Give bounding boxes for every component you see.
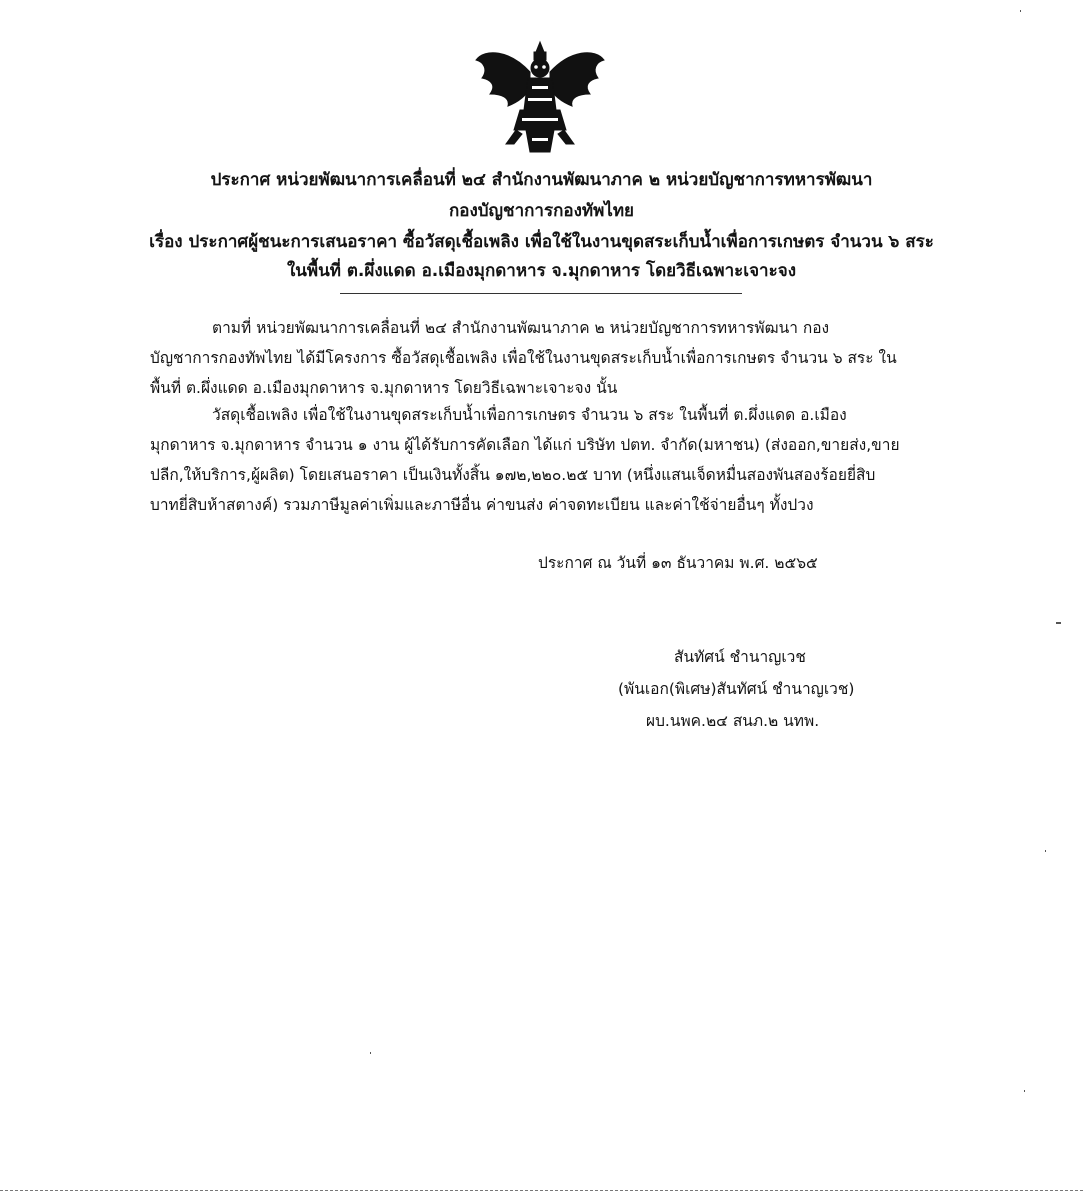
heading-line-1: ประกาศ หน่วยพัฒนาการเคลื่อนที่ ๒๔ สำนักงานพัฒนาภาค ๒ หน่วยบัญชาการทหารพัฒนา xyxy=(210,170,873,190)
body-paragraph-2-line-1: วัสดุเชื้อเพลิง เพื่อใช้ในงานขุดสระเก็บน้ำเพื่อการเกษตร จำนวน ๖ สระ ในพื้นที่ ต.ผึ่งแดด อ.เมือง xyxy=(212,406,847,424)
signature-name: สันทัศน์ ชำนาญเวช xyxy=(674,648,806,666)
scan-speck xyxy=(1056,622,1061,624)
garuda-emblem-icon xyxy=(470,40,610,155)
scan-speck xyxy=(370,1052,371,1054)
heading-subject-line-2: ในพื้นที่ ต.ผึ่งแดด อ.เมืองมุกดาหาร จ.มุกดาหาร โดยวิธีเฉพาะเจาะจง xyxy=(286,261,796,281)
body-paragraph-1-line-2: บัญชาการกองทัพไทย ได้มีโครงการ ซื้อวัสดุเชื้อเพลิง เพื่อใช้ในงานขุดสระเก็บน้ำเพื่อการเกษตร จำนวน ๖ สระ ใน xyxy=(150,349,897,367)
heading-divider xyxy=(340,293,742,294)
signature-full-name: (พันเอก(พิเศษ)สันทัศน์ ชำนาญเวช) xyxy=(618,680,855,698)
scan-bottom-edge xyxy=(0,1190,1083,1191)
scan-speck xyxy=(1020,10,1021,12)
heading-subject-line-1: เรื่อง ประกาศผู้ชนะการเสนอราคา ซื้อวัสดุเชื้อเพลิง เพื่อใช้ในงานขุดสระเก็บน้ำเพื่อการเกษตร จำนวน ๖ สระ xyxy=(149,232,934,252)
body-paragraph-1-line-3: พื้นที่ ต.ผึ่งแดด อ.เมืองมุกดาหาร จ.มุกดาหาร โดยวิธีเฉพาะเจาะจง นั้น xyxy=(150,379,618,397)
body-paragraph-2-line-4: บาทยี่สิบห้าสตางค์) รวมภาษีมูลค่าเพิ่มและภาษีอื่น ค่าขนส่ง ค่าจดทะเบียน และค่าใช้จ่ายอื่นๆ ทั้งปวง xyxy=(150,496,814,514)
announcement-date: ประกาศ ณ วันที่ ๑๓ ธันวาคม พ.ศ. ๒๕๖๕ xyxy=(538,554,818,572)
body-paragraph-1-line-1: ตามที่ หน่วยพัฒนาการเคลื่อนที่ ๒๔ สำนักงานพัฒนาภาค ๒ หน่วยบัญชาการทหารพัฒนา กอง xyxy=(212,319,830,337)
body-paragraph-2-line-3: ปลีก,ให้บริการ,ผู้ผลิต) โดยเสนอราคา เป็นเงินทั้งสิ้น ๑๗๒,๒๒๐.๒๕ บาท (หนึ่งแสนเจ็ดหมื่นสองพันสองร้อยยี่สิบ xyxy=(150,466,876,484)
heading-line-2: กองบัญชาการกองทัพไทย xyxy=(448,201,635,221)
scan-speck xyxy=(1024,1090,1025,1092)
signature-position: ผบ.นพค.๒๔ สนภ.๒ นทพ. xyxy=(646,712,820,730)
body-paragraph-2-line-2: มุกดาหาร จ.มุกดาหาร จำนวน ๑ งาน ผู้ได้รับการคัดเลือก ได้แก่ บริษัท ปตท. จำกัด(มหาชน) (ส่งออก,ขายส่ง,ขาย xyxy=(150,436,900,454)
scan-speck xyxy=(1045,850,1046,852)
